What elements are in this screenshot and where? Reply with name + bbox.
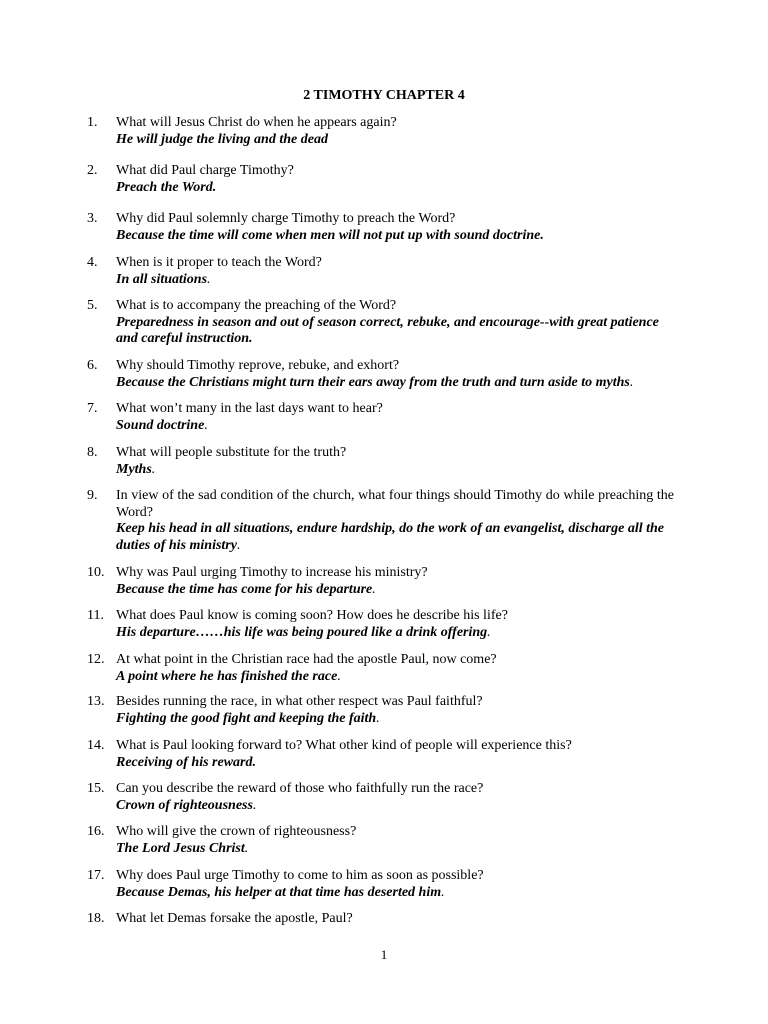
question-text: Why should Timothy reprove, rebuke, and exhort? (116, 358, 400, 373)
question-text: Besides running the race, in what other respect was Paul faithful? (116, 694, 483, 709)
question-number: 15. (87, 781, 105, 796)
question-text: At what point in the Christian race had the apostle Paul, now come? (116, 652, 497, 667)
answer-text: Because the time will come when men will not put up with sound doctrine. (116, 227, 544, 243)
answer-text: Keep his head in all situations, endure hardship, do the work of an evangelist, discharge all the duties of his ministry. (116, 521, 665, 553)
page-title: 2 TIMOTHY CHAPTER 4 (303, 88, 465, 103)
answer-text: Preach the Word. (116, 179, 217, 195)
answer-text: Fighting the good fight and keeping the faith. (116, 710, 380, 726)
answer-text: Myths. (116, 461, 156, 477)
question-item-3 (87, 211, 674, 244)
question-number: 9. (87, 488, 98, 503)
answer-text: Preparedness in season and out of season correct, rebuke, and encourage--with great patience and careful instruction. (116, 314, 659, 346)
question-number: 14. (87, 738, 105, 753)
question-number: 12. (87, 652, 105, 667)
question-text: What is to accompany the preaching of the Word? (116, 298, 397, 313)
question-item-10 (87, 565, 674, 598)
question-item-11 (87, 608, 674, 641)
answer-text: Sound doctrine. (116, 417, 208, 433)
question-number: 18. (87, 911, 105, 926)
question-number: 5. (87, 298, 98, 313)
question-text: Why does Paul urge Timothy to come to him as soon as possible? (116, 868, 484, 883)
question-text: What is Paul looking forward to? What other kind of people will experience this? (116, 738, 572, 753)
answer-text: Because Demas, his helper at that time has deserted him. (116, 884, 445, 900)
question-item-4 (87, 255, 674, 288)
question-number: 17. (87, 868, 105, 883)
answer-text: A point where he has finished the race. (116, 668, 341, 684)
question-item-1 (87, 115, 674, 148)
question-text: Why did Paul solemnly charge Timothy to preach the Word? (116, 211, 456, 226)
question-text: What let Demas forsake the apostle, Paul? (116, 911, 353, 926)
question-number: 6. (87, 358, 98, 373)
question-text: Can you describe the reward of those who faithfully run the race? (116, 781, 484, 796)
question-number: 10. (87, 565, 105, 580)
question-number: 7. (87, 401, 98, 416)
answer-text: He will judge the living and the dead (116, 131, 328, 147)
question-item-8 (87, 445, 674, 478)
question-text: Why was Paul urging Timothy to increase his ministry? (116, 565, 428, 580)
question-number: 8. (87, 445, 98, 460)
question-text: What did Paul charge Timothy? (116, 163, 294, 178)
question-item-16 (87, 824, 674, 857)
question-number: 16. (87, 824, 105, 839)
question-item-12 (87, 652, 674, 685)
answer-text: In all situations. (116, 271, 211, 287)
question-item-15 (87, 781, 674, 814)
question-number: 2. (87, 163, 98, 178)
question-number: 13. (87, 694, 105, 709)
answer-text: Because the Christians might turn their ears away from the truth and turn aside to myths. (116, 374, 634, 390)
question-number: 1. (87, 115, 98, 130)
question-number: 3. (87, 211, 98, 226)
answer-text: His departure……his life was being poured like a drink offering. (116, 624, 491, 640)
question-item-6 (87, 358, 674, 391)
question-text: In view of the sad condition of the church, what four things should Timothy do while preaching the Word? (116, 488, 674, 520)
question-text: When is it proper to teach the Word? (116, 255, 322, 270)
question-item-2 (87, 163, 674, 196)
question-text: What will people substitute for the truth? (116, 445, 347, 460)
answer-text: Crown of righteousness. (116, 797, 257, 813)
page-number: 1 (380, 947, 388, 962)
question-text: Who will give the crown of righteousness? (116, 824, 357, 839)
answer-text: Receiving of his reward. (116, 754, 256, 770)
question-item-5 (87, 298, 674, 348)
question-text: What does Paul know is coming soon? How does he describe his life? (116, 608, 508, 623)
answer-text: The Lord Jesus Christ. (116, 840, 249, 856)
question-item-13 (87, 694, 674, 727)
question-item-14 (87, 738, 674, 771)
question-text: What will Jesus Christ do when he appears again? (116, 115, 397, 130)
question-item-9 (87, 488, 674, 554)
question-item-7 (87, 401, 674, 434)
question-item-18 (87, 911, 674, 928)
question-item-17 (87, 868, 674, 901)
answer-text: Because the time has come for his departure. (116, 581, 376, 597)
question-text: What won’t many in the last days want to hear? (116, 401, 383, 416)
question-number: 11. (87, 608, 104, 623)
question-number: 4. (87, 255, 98, 270)
